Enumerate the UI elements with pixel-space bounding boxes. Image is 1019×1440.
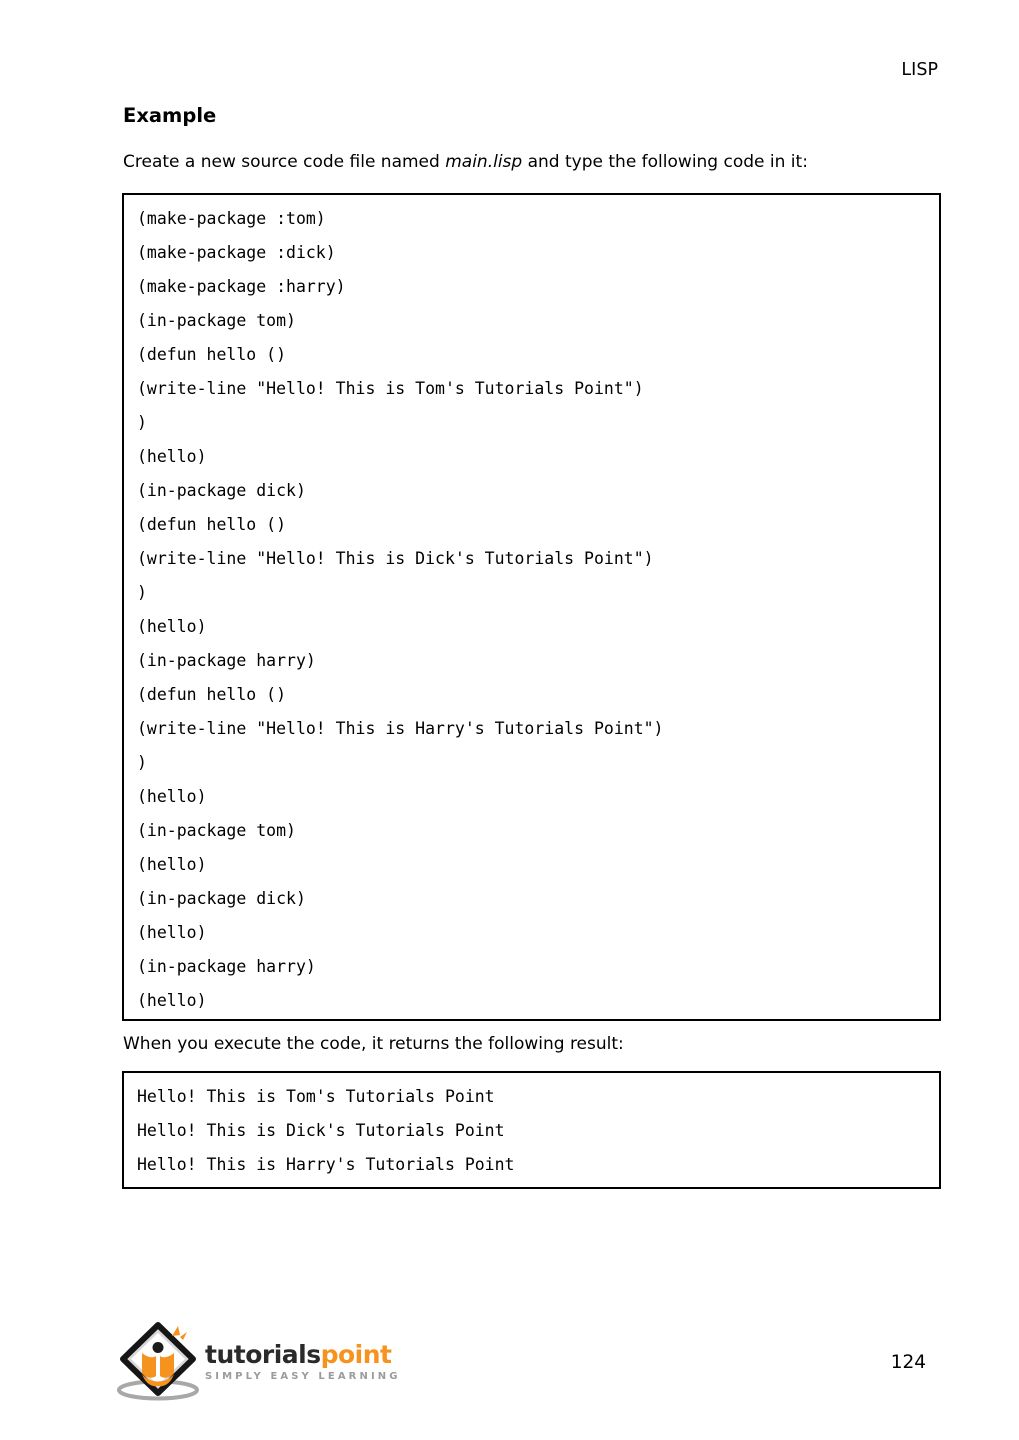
code-line: (hello) bbox=[137, 991, 207, 1010]
logo-text bbox=[205, 1342, 401, 1382]
code-line: ) bbox=[137, 413, 147, 432]
result-paragraph: When you execute the code, it returns the following result: bbox=[123, 1034, 624, 1054]
intro-text-before: Create a new source code file named bbox=[123, 152, 446, 172]
code-line: (in-package harry) bbox=[137, 957, 316, 976]
code-line: ) bbox=[137, 753, 147, 772]
tutorialspoint-logo-icon bbox=[116, 1322, 200, 1402]
code-line: (defun hello () bbox=[137, 685, 287, 704]
code-line: (write-line "Hello! This is Tom's Tutorials Point") bbox=[137, 379, 644, 398]
logo-tagline: SIMPLY EASY LEARNING bbox=[205, 1371, 401, 1382]
code-line: (in-package harry) bbox=[137, 651, 316, 670]
filename-italic: main.lisp bbox=[445, 152, 523, 172]
tutorialspoint-logo bbox=[116, 1322, 401, 1402]
page-number: 124 bbox=[890, 1352, 926, 1373]
code-line: (hello) bbox=[137, 617, 207, 636]
intro-paragraph bbox=[123, 151, 808, 173]
intro-text-after: and type the following code in it: bbox=[522, 152, 808, 172]
output-line: Hello! This is Harry's Tutorials Point bbox=[137, 1155, 515, 1174]
code-line: (in-package tom) bbox=[137, 311, 296, 330]
output-code-block bbox=[122, 1071, 941, 1189]
code-line: (in-package dick) bbox=[137, 481, 306, 500]
code-line: (make-package :harry) bbox=[137, 277, 346, 296]
code-line: (in-package tom) bbox=[137, 821, 296, 840]
code-line: (hello) bbox=[137, 787, 207, 806]
code-line: (defun hello () bbox=[137, 345, 287, 364]
code-line: (hello) bbox=[137, 855, 207, 874]
source-code-block bbox=[122, 193, 941, 1021]
code-line: (defun hello () bbox=[137, 515, 287, 534]
brand-point: point bbox=[320, 1340, 392, 1369]
brand-tutorials: tutorials bbox=[205, 1340, 321, 1369]
brand-wordmark bbox=[205, 1342, 401, 1367]
code-line: (in-package dick) bbox=[137, 889, 306, 908]
code-line: (write-line "Hello! This is Harry's Tutorials Point") bbox=[137, 719, 664, 738]
output-line: Hello! This is Dick's Tutorials Point bbox=[137, 1121, 505, 1140]
code-line: (hello) bbox=[137, 923, 207, 942]
code-line: (write-line "Hello! This is Dick's Tutorials Point") bbox=[137, 549, 654, 568]
output-line: Hello! This is Tom's Tutorials Point bbox=[137, 1087, 495, 1106]
page-header-label: LISP bbox=[901, 60, 938, 80]
code-line: (make-package :tom) bbox=[137, 209, 326, 228]
code-line: (hello) bbox=[137, 447, 207, 466]
code-line: (make-package :dick) bbox=[137, 243, 336, 262]
example-heading: Example bbox=[123, 104, 217, 127]
code-line: ) bbox=[137, 583, 147, 602]
